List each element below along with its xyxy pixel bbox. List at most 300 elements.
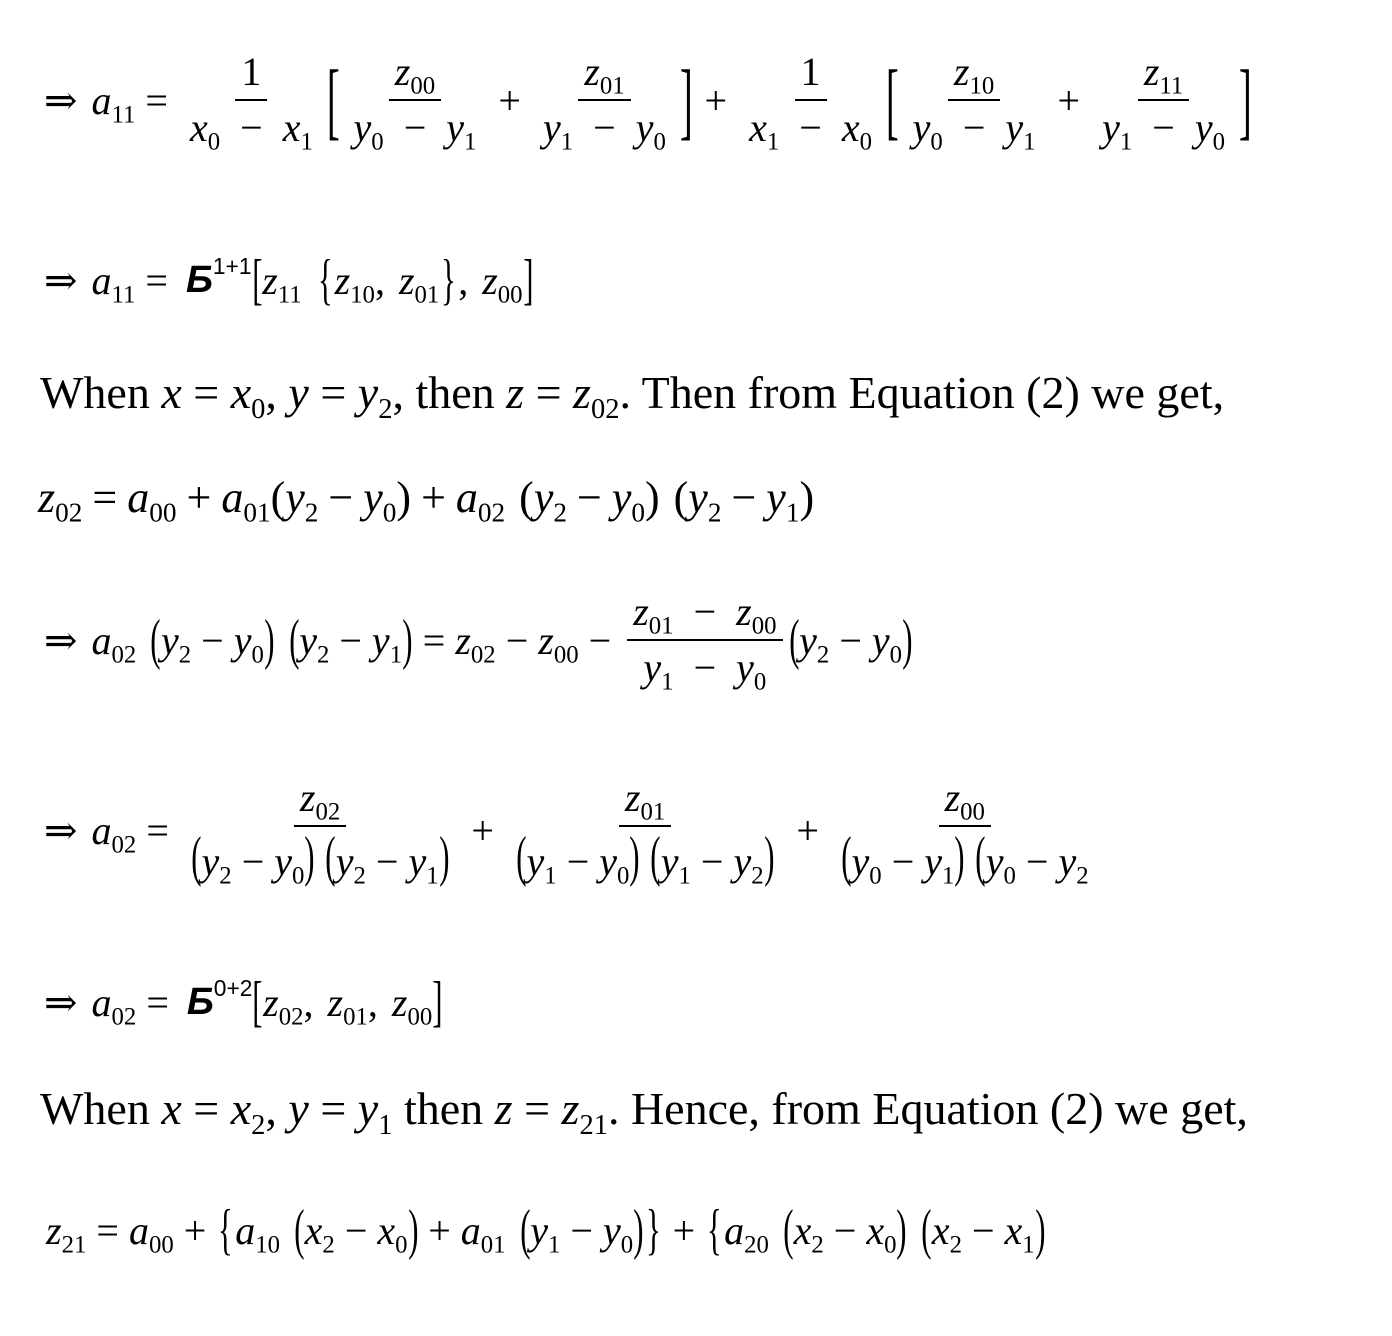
text-run: y	[408, 839, 427, 884]
text-run: y	[335, 839, 354, 884]
operator: =	[422, 617, 446, 663]
math-variable	[391, 979, 433, 1031]
operator: =	[146, 807, 169, 853]
fraction-denominator	[185, 826, 455, 890]
text-run: a	[724, 1207, 745, 1253]
fraction	[537, 47, 672, 156]
subscript: 2	[251, 1109, 266, 1141]
text-run: x	[230, 1083, 252, 1134]
fraction-denominator	[835, 826, 1095, 890]
math-variable	[91, 617, 137, 669]
math-variable	[482, 257, 523, 309]
subscript: 01	[648, 612, 674, 640]
text-run: y	[353, 105, 372, 150]
subscript: 00	[410, 72, 436, 100]
delimiter: (	[841, 826, 852, 888]
equals-sign: =	[145, 77, 168, 123]
text-run: y	[1102, 105, 1120, 150]
equation-a02-product	[0, 580, 913, 700]
text-run: y	[533, 472, 554, 522]
text-run: =	[181, 1083, 231, 1134]
math-variable	[262, 257, 302, 309]
text-run: a	[91, 77, 112, 123]
math-variable	[127, 472, 177, 528]
subscript: 1	[560, 128, 574, 156]
text-run: Б	[185, 258, 213, 301]
operator: −	[1025, 839, 1049, 884]
operator: −	[375, 839, 399, 884]
subscript: 0	[371, 128, 384, 156]
subscript: 1	[426, 862, 439, 890]
math-variable	[924, 839, 955, 890]
subscript: 02	[470, 641, 496, 669]
subscript: 1	[547, 1231, 561, 1259]
text-run: , then	[392, 367, 507, 418]
subscript: 1	[1023, 128, 1036, 156]
right-bracket: ]	[679, 52, 693, 148]
implies-symbol: ⇒	[44, 807, 78, 853]
math-variable	[363, 472, 397, 528]
text-run: x	[841, 105, 860, 150]
prose-line	[40, 366, 1225, 425]
operator: +	[796, 807, 819, 853]
subscript: 0	[930, 128, 943, 156]
variable	[91, 77, 136, 129]
operator-symbol	[185, 252, 252, 302]
fraction-numerator: 1	[795, 47, 827, 101]
text-run: z	[953, 49, 970, 94]
delimiter: {	[707, 1199, 723, 1261]
text-run: y	[160, 617, 179, 663]
math-variable	[357, 1083, 393, 1141]
delimiter: (	[975, 826, 986, 888]
text-run: y	[643, 645, 662, 690]
fraction-denominator	[537, 101, 672, 156]
subscript: 0	[292, 862, 305, 890]
math-variable	[285, 472, 319, 528]
math-variable	[230, 1083, 266, 1141]
subscript: 11	[111, 281, 136, 309]
text-run: y	[542, 105, 561, 150]
subscript: 1	[1022, 1231, 1035, 1259]
text-run: z	[561, 1083, 580, 1134]
left-bracket: [	[326, 52, 340, 148]
text-run: z	[482, 257, 498, 303]
operator: −	[891, 839, 915, 884]
plus-sign: +	[1057, 77, 1081, 123]
math-variable	[931, 1207, 962, 1259]
text-run: y	[530, 1207, 548, 1253]
subscript: 00	[960, 798, 985, 826]
text-run: =	[524, 367, 574, 418]
subscript: 00	[497, 281, 523, 309]
operator: −	[328, 472, 354, 522]
math-variable	[688, 472, 722, 528]
text-run: a	[460, 1207, 481, 1253]
subscript: 02	[111, 831, 137, 859]
text-run: ,	[265, 367, 289, 418]
subscript: 0	[382, 497, 397, 528]
subscript: 00	[553, 641, 579, 669]
text-run: y	[371, 617, 390, 663]
operator: −	[700, 839, 724, 884]
subscript: 20	[744, 1231, 769, 1259]
delimiter: )	[304, 826, 315, 888]
prose-line	[40, 1082, 1248, 1141]
math-variable	[733, 839, 764, 890]
math-variable	[304, 1207, 335, 1259]
text-run: ,	[374, 257, 385, 303]
delimiter: (	[788, 609, 799, 671]
operator: −	[339, 617, 362, 663]
operator: −	[344, 1207, 368, 1253]
subscript: 00	[149, 497, 177, 528]
subscript: 0	[620, 1231, 634, 1259]
subscript: 00	[407, 1003, 433, 1031]
superscript: 1+1	[212, 252, 252, 279]
math-variable	[377, 1207, 408, 1259]
subscript: 01	[414, 281, 440, 309]
math-variable: x	[161, 367, 182, 418]
text-run: z	[299, 775, 316, 820]
text-run: y	[274, 839, 293, 884]
subscript: 0	[395, 1231, 408, 1259]
text-run: z	[944, 775, 961, 820]
subscript: 02	[315, 798, 341, 826]
subscript: 1	[464, 128, 477, 156]
subscript: 0	[859, 128, 872, 156]
text-run: x	[749, 105, 767, 150]
subscript: 1	[389, 641, 403, 669]
text-run: x	[866, 1207, 885, 1253]
math-variable	[38, 472, 83, 528]
delimiter: )	[629, 826, 640, 888]
subscript: 2	[707, 497, 722, 528]
text-run: a	[127, 472, 150, 522]
math-variable	[561, 1083, 608, 1141]
plus-sign: +	[498, 77, 521, 123]
subscript: 01	[599, 72, 625, 100]
text-run: y	[688, 472, 708, 522]
text-run: y	[285, 472, 305, 522]
fraction	[185, 773, 455, 890]
subscript: 02	[111, 1003, 137, 1031]
subscript: 0	[617, 862, 630, 890]
fraction	[184, 47, 319, 156]
text-run: y	[599, 839, 618, 884]
subscript: 10	[255, 1231, 280, 1259]
equation-a11-expanded	[0, 30, 1254, 170]
operator: −	[731, 472, 757, 522]
text-run: =	[512, 1083, 562, 1134]
operator: +	[471, 807, 494, 853]
subscript: 2	[751, 862, 764, 890]
subscript: 1	[300, 128, 313, 156]
operator: −	[576, 472, 602, 522]
text-run: a	[91, 257, 112, 303]
subscript: 0	[889, 641, 903, 669]
math-variable	[871, 617, 903, 669]
delimiter: (	[519, 1199, 531, 1261]
text-run: y	[1194, 105, 1213, 150]
text-run: ,	[367, 979, 378, 1025]
text-run: y	[611, 472, 632, 522]
subscript: 1	[766, 128, 780, 156]
subscript: 0	[631, 497, 645, 528]
fraction-numerator	[294, 773, 346, 827]
text-run: y	[912, 105, 931, 150]
delimiter: (	[150, 609, 161, 671]
fraction-numerator	[627, 587, 782, 641]
subscript: 1	[544, 862, 557, 890]
subscript: 0	[884, 1231, 897, 1259]
delimiter: (	[191, 826, 202, 888]
math-variable	[263, 979, 304, 1031]
subscript: 2	[353, 862, 366, 890]
text-run: (	[673, 472, 689, 522]
text-run: x	[377, 1207, 396, 1253]
delimiter: (	[921, 1199, 932, 1261]
delimiter: (	[288, 609, 299, 671]
text-run: y	[733, 839, 752, 884]
text-run: y	[357, 1083, 379, 1134]
subscript: 2	[219, 862, 232, 890]
text-run: x	[230, 367, 252, 418]
subscript: 0	[251, 641, 264, 669]
operator: −	[566, 839, 590, 884]
text-run: =	[181, 367, 231, 418]
fraction	[743, 47, 878, 156]
delimiter: )	[902, 609, 913, 671]
text-run: z	[334, 257, 351, 303]
delimiter: ]	[432, 971, 443, 1033]
text-run: x	[304, 1207, 323, 1253]
operator: +	[672, 1207, 696, 1253]
subscript: 0	[1003, 862, 1016, 890]
math-variable	[793, 1207, 824, 1259]
subscript: 21	[579, 1109, 608, 1141]
text-run: y	[736, 645, 754, 690]
math-variable	[91, 979, 137, 1031]
math-variable	[599, 839, 630, 890]
math-variable	[573, 367, 620, 425]
operator: −	[505, 617, 529, 663]
subscript: 01	[480, 1231, 506, 1259]
math-variable	[274, 839, 305, 890]
subscript: 02	[55, 497, 83, 528]
text-run: y	[1005, 105, 1024, 150]
fraction	[510, 773, 780, 890]
math-variable	[724, 1207, 769, 1259]
math-variable	[799, 617, 830, 669]
fraction-denominator	[907, 101, 1042, 156]
subscript: 2	[178, 641, 192, 669]
subscript: 2	[304, 497, 319, 528]
equation-a11-operator	[0, 240, 533, 320]
subscript: 1	[378, 1109, 393, 1141]
math-variable	[985, 839, 1016, 890]
text-run: (	[270, 472, 286, 522]
fraction-numerator	[619, 773, 671, 827]
subscript: 1	[1119, 128, 1133, 156]
subscript: 11	[277, 281, 302, 309]
subscript: 11	[111, 101, 136, 129]
subscript: 2	[811, 1231, 824, 1259]
math-variable	[371, 617, 403, 669]
math-variable	[160, 617, 192, 669]
text-run: Б	[186, 980, 214, 1023]
text-run: When	[40, 367, 162, 418]
fraction	[835, 773, 1095, 890]
subscript: 1	[942, 862, 955, 890]
text-run: (	[519, 472, 534, 522]
subscript: 02	[111, 641, 137, 669]
subscript: 0	[251, 393, 266, 425]
implies-symbol: ⇒	[44, 77, 78, 123]
text-run: =	[308, 1083, 358, 1134]
text-run: y	[357, 367, 379, 418]
delimiter: {	[218, 1199, 234, 1261]
superscript: 0+2	[213, 974, 253, 1001]
math-variable	[327, 979, 368, 1031]
math-variable	[335, 839, 366, 890]
math-variable	[460, 1207, 506, 1259]
operator: −	[1152, 105, 1175, 150]
math-variable	[201, 839, 232, 890]
math-variable	[357, 367, 393, 425]
subscript: 2	[322, 1231, 335, 1259]
text-run: y	[799, 617, 817, 663]
subscript: 02	[477, 497, 506, 528]
subscript: 10	[969, 72, 995, 100]
operator: +	[428, 1207, 451, 1253]
math-variable	[530, 1207, 561, 1259]
subscript: 2	[949, 1231, 962, 1259]
math-variable	[611, 472, 645, 528]
text-run: y	[851, 839, 870, 884]
text-run: z	[736, 589, 752, 634]
subscript: 2	[816, 641, 830, 669]
math-variable	[334, 257, 375, 309]
math-variable	[221, 472, 271, 528]
subscript: 02	[278, 1003, 304, 1031]
math-variable	[533, 472, 567, 528]
fraction	[348, 47, 483, 156]
operator: −	[693, 645, 717, 690]
text-run: y	[201, 839, 220, 884]
text-run: x	[189, 105, 208, 150]
text-run: a	[221, 472, 244, 522]
text-run: )	[644, 472, 660, 522]
delimiter: (	[325, 826, 336, 888]
text-run: )	[396, 472, 412, 522]
text-run: y	[602, 1207, 621, 1253]
math-variable: z	[494, 1083, 513, 1134]
fraction-numerator	[578, 47, 630, 101]
operator: −	[588, 617, 612, 663]
operator: −	[403, 105, 427, 150]
operator: +	[186, 472, 212, 522]
operator: −	[240, 105, 263, 150]
delimiter: (	[516, 826, 527, 888]
subscript: 00	[148, 1231, 174, 1259]
delimiter: [	[252, 971, 263, 1033]
implies-symbol: ⇒	[44, 979, 78, 1025]
math-variable	[602, 1207, 634, 1259]
delimiter: )	[954, 826, 965, 888]
equals-sign: =	[145, 257, 168, 303]
subscript: 01	[343, 1003, 368, 1031]
math-variable: x	[161, 1083, 182, 1134]
text-run: y	[233, 617, 252, 663]
operator: −	[570, 1207, 593, 1253]
equation-a02-operator	[0, 962, 443, 1042]
text-run: x	[931, 1207, 950, 1253]
math-variable	[1058, 839, 1089, 890]
math-variable	[851, 839, 882, 890]
text-run: y	[363, 472, 383, 522]
subscript: 02	[590, 393, 620, 425]
text-run: ,	[303, 979, 314, 1025]
text-run: x	[282, 105, 301, 150]
delimiter: )	[633, 1199, 644, 1261]
subscript: 0	[1212, 128, 1226, 156]
subscript: 0	[653, 128, 666, 156]
operator: −	[693, 589, 717, 634]
delimiter: (	[294, 1199, 305, 1261]
fraction-denominator	[348, 101, 483, 156]
operator: −	[839, 617, 862, 663]
delimiter: )	[407, 1199, 419, 1261]
plus-sign: +	[704, 77, 728, 123]
text-run: z	[391, 979, 408, 1025]
operator: =	[146, 979, 169, 1025]
fraction	[1096, 47, 1231, 156]
text-run: z	[573, 367, 591, 418]
operator: −	[593, 105, 616, 150]
math-variable: z	[506, 367, 525, 418]
text-run: y	[299, 617, 317, 663]
operator: −	[962, 105, 986, 150]
subscript: 21	[61, 1231, 87, 1259]
delimiter: )	[763, 826, 775, 888]
subscript: 2	[378, 393, 393, 425]
subscript: 01	[640, 798, 666, 826]
equation-a02-fractions	[0, 770, 1101, 890]
subscript: 0	[869, 862, 882, 890]
text-run: y	[766, 472, 786, 522]
subscript: 1	[785, 497, 800, 528]
subscript: 01	[243, 497, 271, 528]
math-variable: y	[288, 1083, 309, 1134]
fraction-numerator	[939, 773, 991, 827]
text-run: a	[91, 979, 112, 1025]
operator: −	[833, 1207, 857, 1253]
left-bracket: [	[251, 249, 263, 311]
right-bracket: ]	[1238, 52, 1252, 148]
text-run: z	[263, 979, 279, 1025]
subscript: 00	[751, 612, 777, 640]
operator: −	[799, 105, 822, 150]
math-variable	[766, 472, 800, 528]
text-run: z	[633, 589, 649, 634]
math-variable	[660, 839, 691, 890]
text-run: a	[128, 1207, 149, 1253]
text-run: then	[392, 1083, 495, 1134]
delimiter: )	[264, 609, 275, 671]
subscript: 0	[207, 128, 221, 156]
subscript: 0	[753, 668, 767, 696]
